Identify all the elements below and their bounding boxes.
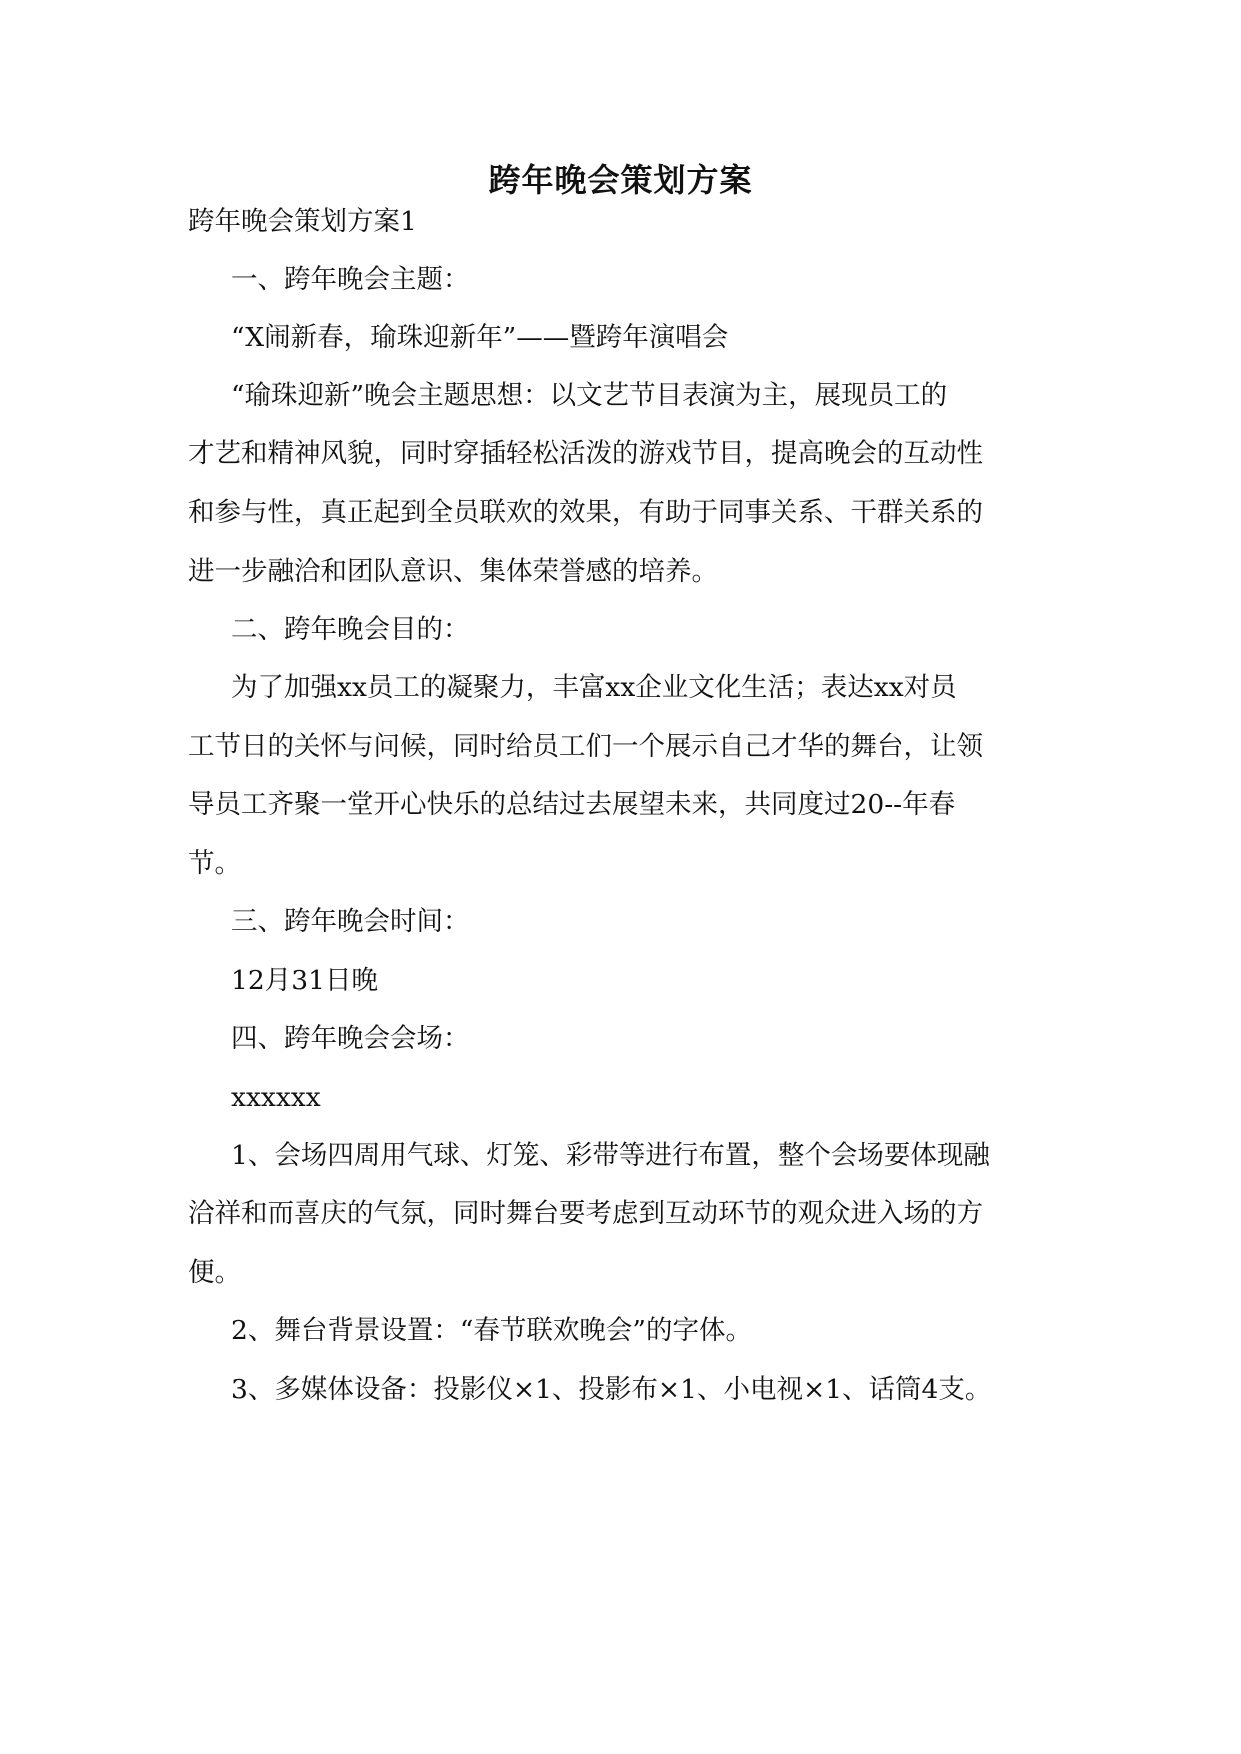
section-heading: 跨年晚会策划方案1 [188, 206, 417, 237]
paragraph-line: “瑜珠迎新”晚会主题思想：以文艺节目表演为主，展现员工的 [231, 380, 948, 411]
paragraph-line: 1、会场四周用气球、灯笼、彩带等进行布置，整个会场要体现融 [231, 1140, 990, 1171]
paragraph-line: 和参与性，真正起到全员联欢的效果，有助于同事关系、干群关系的 [188, 497, 983, 528]
paragraph-line: 洽祥和而喜庆的气氛，同时舞台要考虑到互动环节的观众进入场的方 [188, 1198, 983, 1229]
paragraph-line: 二、跨年晚会目的： [231, 614, 470, 645]
paragraph-line: xxxxxx [231, 1082, 321, 1113]
paragraph-line: 才艺和精神风貌，同时穿插轻松活泼的游戏节目，提高晚会的互动性 [188, 438, 983, 469]
paragraph-line: 导员工齐聚一堂开心快乐的总结过去展望未来，共同度过20--年春 [188, 789, 956, 820]
paragraph-line: 便。 [188, 1257, 241, 1288]
paragraph-line: 12月31日晚 [231, 965, 378, 996]
paragraph-line: 节。 [188, 848, 241, 879]
paragraph-line: 进一步融洽和团队意识、集体荣誉感的培养。 [188, 556, 718, 587]
paragraph-line: 工节日的关怀与问候，同时给员工们一个展示自己才华的舞台，让领 [188, 731, 983, 762]
document-title: 跨年晚会策划方案 [488, 161, 753, 199]
paragraph-line: 四、跨年晚会会场： [231, 1023, 470, 1054]
paragraph-line: 为了加强xx员工的凝聚力，丰富xx企业文化生活；表达xx对员 [231, 672, 957, 703]
paragraph-line: 3、多媒体设备：投影仪×1、投影布×1、小电视×1、话筒4支。 [231, 1374, 992, 1405]
paragraph-line: 三、跨年晚会时间： [231, 906, 470, 937]
paragraph-line: “X闹新春，瑜珠迎新年”——暨跨年演唱会 [231, 322, 729, 353]
paragraph-line: 2、舞台背景设置：“春节联欢晚会”的字体。 [231, 1315, 752, 1346]
paragraph-line: 一、跨年晚会主题： [231, 264, 470, 295]
